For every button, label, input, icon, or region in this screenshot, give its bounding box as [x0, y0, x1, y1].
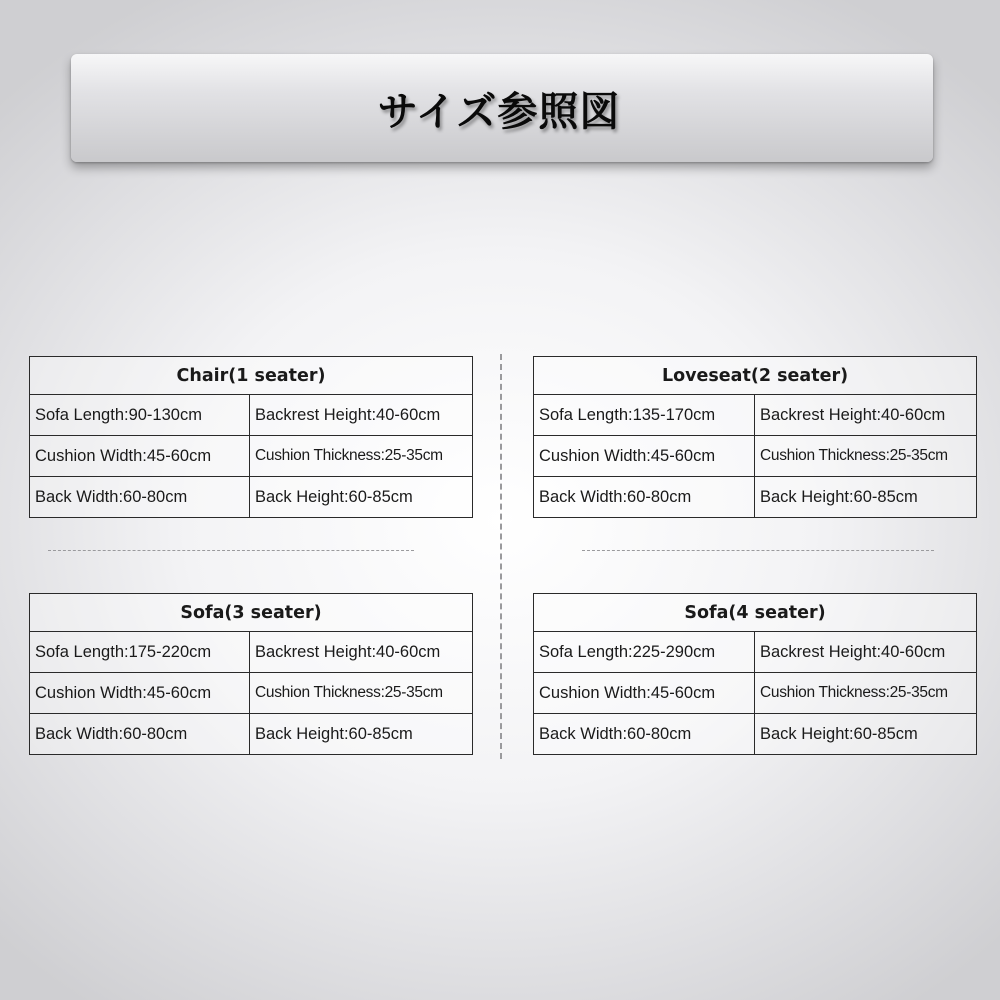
size-table-sofa-3: [29, 593, 473, 755]
spec-cell: Back Height:60-85cm: [250, 714, 473, 755]
horizontal-divider-right: [582, 550, 934, 551]
size-table-sofa-4: [533, 593, 977, 755]
table-title: Sofa(3 seater): [30, 594, 473, 632]
table-row: [30, 714, 473, 755]
title-banner: [71, 54, 933, 162]
table-title: Chair(1 seater): [30, 357, 473, 395]
size-table-chair: [29, 356, 473, 518]
spec-cell: Cushion Thickness:25-35cm: [755, 436, 977, 477]
spec-cell: Backrest Height:40-60cm: [250, 395, 473, 436]
table-row: [534, 673, 977, 714]
table-row: [30, 673, 473, 714]
table-row: [30, 436, 473, 477]
spec-cell: Sofa Length:135-170cm: [534, 395, 755, 436]
table-row: [30, 632, 473, 673]
table-row: [534, 477, 977, 518]
spec-cell: Backrest Height:40-60cm: [250, 632, 473, 673]
table-row: [534, 632, 977, 673]
spec-cell: Sofa Length:225-290cm: [534, 632, 755, 673]
spec-cell: Cushion Width:45-60cm: [30, 436, 250, 477]
spec-cell: Back Width:60-80cm: [534, 714, 755, 755]
size-table-loveseat: [533, 356, 977, 518]
horizontal-divider-left: [48, 550, 414, 551]
spec-cell: Backrest Height:40-60cm: [755, 395, 977, 436]
spec-cell: Cushion Thickness:25-35cm: [250, 673, 473, 714]
spec-cell: Back Height:60-85cm: [250, 477, 473, 518]
spec-cell: Sofa Length:90-130cm: [30, 395, 250, 436]
spec-cell: Back Height:60-85cm: [755, 714, 977, 755]
spec-cell: Back Height:60-85cm: [755, 477, 977, 518]
spec-cell: Cushion Width:45-60cm: [534, 673, 755, 714]
table-row: [30, 395, 473, 436]
spec-cell: Cushion Width:45-60cm: [30, 673, 250, 714]
spec-cell: Sofa Length:175-220cm: [30, 632, 250, 673]
table-row: [534, 395, 977, 436]
spec-cell: Cushion Thickness:25-35cm: [250, 436, 473, 477]
table-title: Sofa(4 seater): [534, 594, 977, 632]
page-title: サイズ参照図: [377, 88, 621, 135]
spec-cell: Back Width:60-80cm: [30, 714, 250, 755]
spec-cell: Cushion Width:45-60cm: [534, 436, 755, 477]
table-row: [30, 477, 473, 518]
spec-cell: Back Width:60-80cm: [30, 477, 250, 518]
table-row: [534, 436, 977, 477]
spec-cell: Backrest Height:40-60cm: [755, 632, 977, 673]
table-title: Loveseat(2 seater): [534, 357, 977, 395]
spec-cell: Cushion Thickness:25-35cm: [755, 673, 977, 714]
spec-cell: Back Width:60-80cm: [534, 477, 755, 518]
table-row: [534, 714, 977, 755]
vertical-divider: [500, 354, 502, 759]
